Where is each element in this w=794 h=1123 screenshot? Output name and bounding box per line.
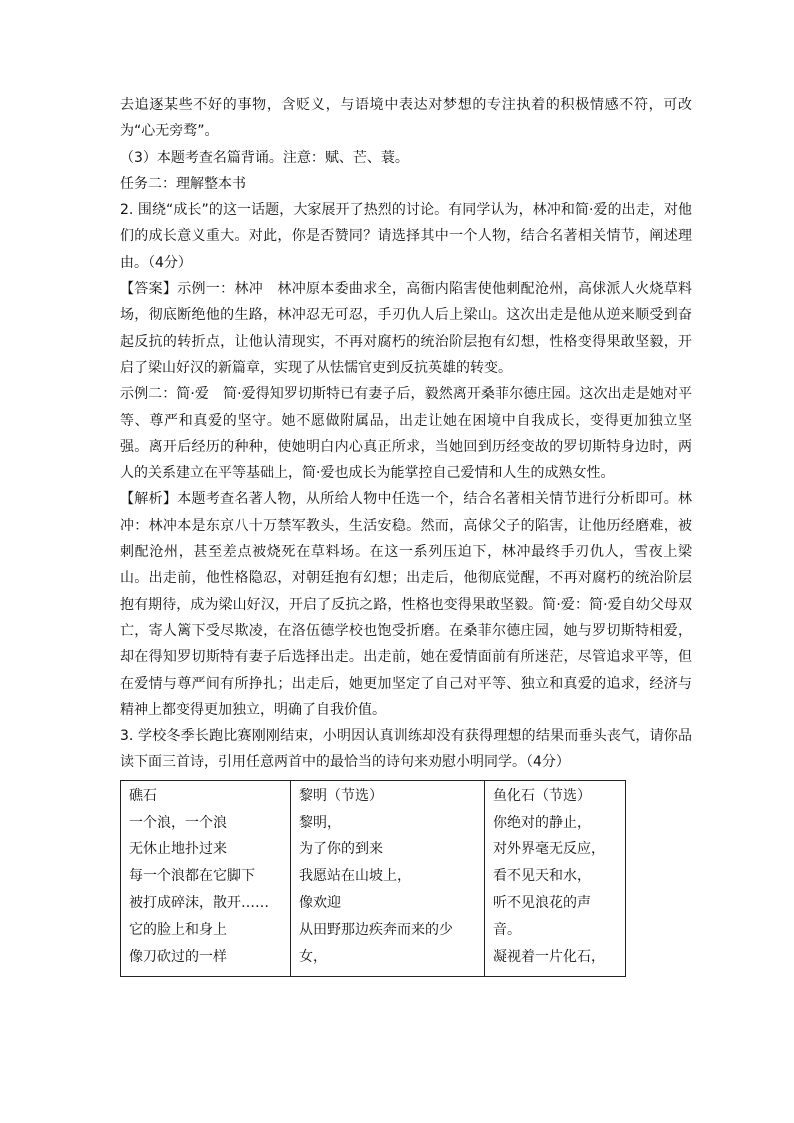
poem-line: 黎明，: [299, 814, 341, 831]
poems-table: [120, 780, 626, 978]
analysis-q2: 【解析】本题考查名著人物，从所给人物中任选一个，结合名著相关情节进行分析即可。林冲：林冲本是东京八十万禁军教头，生活安稳。然而，高俅父子的陷害，让他历经磨难，被刺配沧州，甚至差点被烧死在草料场。在这一系列压迫下，林冲最终手刃仇人，雪夜上梁山。出走前，他性格隐忍，对朝廷抱有幻想；出走后，他彻底觉醒，不再对腐朽的统治阶层抱有期待，成为梁山好汉，开启了反抗之路，性格也变得果敢坚毅。简·爱：简·爱自幼父母双亡，寄人篱下受尽欺凌，在洛伍德学校也饱受折磨。在桑菲尔德庄园，她与罗切斯特相爱，却在得知罗切斯特有妻子后选择出走。出走前，她在爱情面前有所迷茫，尽管追求平等，但在爱情与尊严间有所挣扎；出走后，她更加坚定了自己对平等、独立和真爱的追求，经济与精神上都变得更加独立，明确了自我价值。: [120, 491, 692, 718]
poem-line: 对外界毫无反应，: [493, 841, 605, 858]
poem-line: 音。: [493, 921, 521, 938]
poem-line: 看不见天和水，: [493, 868, 591, 885]
answer-example-2: 示例二：简·爱 简·爱得知罗切斯特已有妻子后，毅然离开桑菲尔德庄园。这次出走是她对平等、尊严和真爱的坚守。她不愿做附属品，出走让她在困境中自我成长，变得更加独立坚强。离开后经历的种种，使她明白内心真正所求，当她回到历经变故的罗切斯特身边时，两人的关系建立在平等基础上，简·爱也成长为能掌控自己爱情和人生的成熟女性。: [120, 386, 692, 482]
poem-line: 被打成碎沫，散开……: [129, 894, 269, 911]
poem-line: 从田野那边疾奔而来的少: [299, 921, 453, 938]
paragraph-prev-answer-end: 去追逐某些不好的事物，含贬义，与语境中表达对梦想的专注执着的积极情感不符，可改为“心无旁骛”。: [120, 97, 692, 140]
poem-line: 像欢迎: [299, 894, 341, 911]
answer-example-1: 【答案】示例一：林冲 林冲原本委曲求全，高衙内陷害使他刺配沧州，高俅派人火烧草料场，彻底断绝他的生路，林冲忍无可忍，手刃仇人后上梁山。这次出走是他从逆来顺受到奋起反抗的转折点，让他认清现实，不再对腐朽的统治阶层抱有幻想，性格变得果敢坚毅，开启了梁山好汉的新篇章，实现了从怯懦官吏到反抗英雄的转变。: [120, 281, 692, 376]
poem-title: 黎明（节选）: [299, 787, 383, 804]
poem-line: 听不见浪花的声: [493, 894, 591, 911]
poem-line: 无休止地扑过来: [129, 841, 227, 858]
poem-yuhuashi: [485, 780, 626, 977]
poem-line: 你绝对的静止，: [493, 814, 591, 831]
question-2: 2. 围绕“成长”的这一话题，大家展开了热烈的讨论。有同学认为，林冲和简·爱的出走，对他们的成长意义重大。对此，你是否赞同？请选择其中一个人物，结合名著相关情节，阐述理由。（4分）: [120, 202, 692, 271]
poem-title: 鱼化石（节选）: [493, 787, 591, 804]
poem-line: 每一个浪都在它脚下: [129, 868, 255, 885]
poem-jiaoshi: [121, 780, 291, 977]
section-heading-task2: 任务二：理解整本书: [120, 175, 246, 192]
poem-line: 像刀砍过的一样: [129, 948, 227, 965]
poem-line: 凝视着一片化石，: [493, 948, 605, 965]
question-3: 3. 学校冬季长跑比赛刚刚结束，小明因认真训练却没有获得理想的结果而垂头丧气，请你品读下面三首诗，引用任意两首中的最恰当的诗句来劝慰小明同学。（4分）: [120, 728, 692, 771]
poem-line: 为了你的到来: [299, 841, 383, 858]
document-body: [120, 92, 692, 977]
poem-line: 一个浪，一个浪: [129, 814, 227, 831]
poem-line: 它的脸上和身上: [129, 921, 227, 938]
poem-line: 女，: [299, 948, 327, 965]
poem-liming: [291, 780, 485, 977]
paragraph-q1-3-analysis: （3）本题考查名篇背诵。注意：赋、芒、蓑。: [120, 149, 409, 166]
poem-line: 我愿站在山坡上，: [299, 868, 411, 885]
poem-title: 礁石: [129, 787, 157, 804]
